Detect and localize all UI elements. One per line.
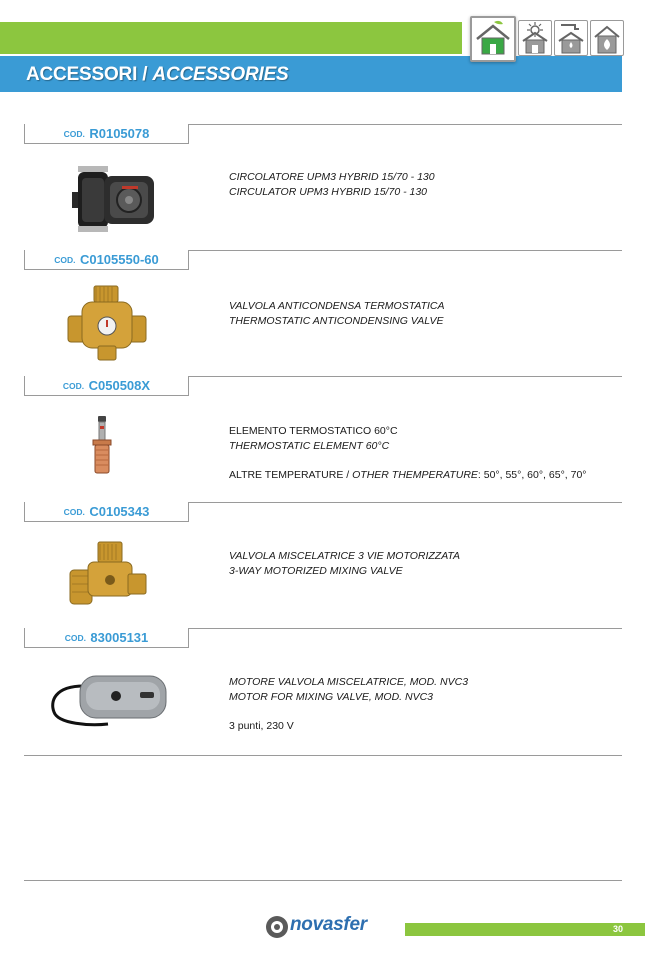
product-code: COD. C050508X — [24, 376, 189, 396]
footer-divider — [24, 880, 622, 881]
product-row — [24, 376, 622, 502]
page-number: 30 — [405, 923, 645, 936]
product-description: MOTORE VALVOLA MISCELATRICE, MOD. NVC3 MOTOR FOR MIXING VALVE, MOD. NVC3 3 punti, 230 V — [229, 676, 469, 732]
product-description: VALVOLA MISCELATRICE 3 VIE MOTORIZZATA 3-WAY MOTORIZED MIXING VALVE — [229, 550, 461, 577]
brand-name: novasfer — [290, 914, 367, 935]
product-description: VALVOLA ANTICONDENSA TERMOSTATICA THERMOSTATIC ANTICONDENSING VALVE — [229, 300, 445, 327]
category-icons — [470, 16, 622, 58]
sun-house-icon[interactable] — [518, 20, 552, 56]
product-code: COD. R0105078 — [24, 124, 189, 144]
product-row — [24, 124, 622, 250]
flame-house-icon[interactable] — [590, 20, 624, 56]
product-description: ELEMENTO TERMOSTATICO 60°C THERMOSTATIC ELEMENT 60°C ALTRE TEMPERATURE / OTHER THEMPERATURE: 50°, 55°, 60°, 65°, 70° — [229, 425, 587, 481]
product-code: COD. C0105550-60 — [24, 250, 189, 270]
tap-house-icon[interactable] — [554, 20, 588, 56]
thermostatic-element-image — [90, 416, 114, 478]
row-divider — [24, 755, 622, 756]
product-row — [24, 628, 622, 756]
house-icon[interactable] — [470, 16, 516, 62]
circulator-pump-image — [70, 162, 160, 234]
product-description: CIRCOLATORE UPM3 HYBRID 15/70 - 130 CIRCULATOR UPM3 HYBRID 15/70 - 130 — [229, 171, 435, 198]
product-row — [24, 250, 622, 376]
product-row — [24, 502, 622, 628]
valve-motor-image — [50, 672, 170, 732]
novasfer-logo-icon — [264, 914, 290, 940]
product-code: COD. C0105343 — [24, 502, 189, 522]
product-code: COD. 83005131 — [24, 628, 189, 648]
page-title: ACCESSORI / ACCESSORIES — [26, 64, 289, 85]
thermostatic-valve-image — [66, 284, 148, 364]
mixing-valve-image — [68, 540, 148, 610]
header-green-bar — [0, 22, 462, 54]
